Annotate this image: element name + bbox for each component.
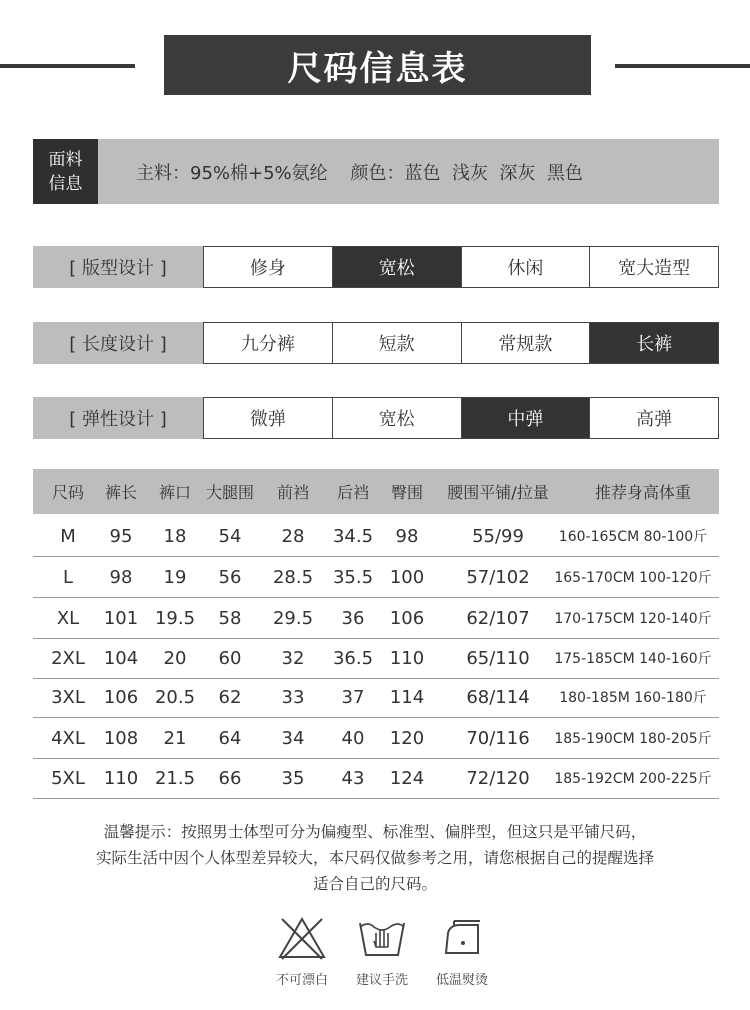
spec-options-length	[203, 322, 719, 364]
table-cell: 65/110	[466, 647, 530, 669]
fabric-info-bar	[33, 139, 719, 204]
table-cell: 19.5	[154, 607, 196, 629]
table-cell: 36	[341, 607, 365, 629]
header-length: 裤长	[104, 483, 137, 502]
spec-label-length: [ 长度设计 ]	[33, 322, 203, 364]
table-cell: 4XL	[51, 727, 85, 749]
fabric-info-label	[33, 139, 98, 204]
option-length-3-selected: 长裤	[589, 323, 718, 363]
header-back-rise: 后裆	[336, 483, 369, 502]
option-elasticity-0: 微弹	[204, 398, 332, 438]
table-cell: 54	[218, 525, 242, 547]
table-cell: 120	[389, 727, 425, 749]
table-cell: M	[60, 525, 76, 547]
option-fit-1-selected: 宽松	[332, 247, 461, 287]
header-size: 尺码	[51, 483, 84, 502]
hand-wash-icon	[356, 915, 408, 961]
table-cell: 72/120	[466, 767, 530, 789]
table-row	[33, 638, 719, 679]
table-cell: 34	[281, 727, 305, 749]
care-label-no-bleach: 不可漂白	[275, 973, 328, 988]
table-cell: 170-175CM 120-140斤	[554, 611, 712, 627]
care-label-hand-wash: 建议手洗	[355, 973, 408, 988]
table-cell: L	[62, 566, 74, 588]
table-cell: 110	[103, 767, 139, 789]
table-cell: 68/114	[466, 686, 530, 708]
table-cell: 56	[218, 566, 242, 588]
table-cell: 5XL	[51, 767, 85, 789]
option-fit-3: 宽大造型	[589, 247, 718, 287]
spec-row-length	[33, 322, 719, 364]
table-cell: 28	[281, 525, 305, 547]
table-cell: 55/99	[472, 525, 524, 547]
table-cell: 37	[341, 686, 365, 708]
table-cell: 185-190CM 180-205斤	[554, 731, 712, 747]
fabric-label-line1: 面料	[48, 149, 83, 170]
table-cell: 98	[395, 525, 419, 547]
table-cell: 165-170CM 100-120斤	[554, 570, 712, 586]
table-cell: 20	[163, 647, 187, 669]
header-thigh: 大腿围	[205, 483, 254, 502]
fabric-info-text: 主料：95%棉+5%氨纶 颜色：蓝色 浅灰 深灰 黑色	[136, 162, 583, 184]
table-cell: 70/116	[466, 727, 530, 749]
table-cell: 62	[218, 686, 242, 708]
table-cell: 114	[389, 686, 425, 708]
spec-label-elasticity: [ 弹性设计 ]	[33, 397, 203, 439]
table-cell: 104	[103, 647, 139, 669]
title-line-right	[615, 64, 750, 68]
table-cell: 2XL	[51, 647, 85, 669]
title-line-left	[0, 64, 135, 68]
notice-line-3: 适合自己的尺码。	[312, 875, 437, 893]
table-cell: 20.5	[154, 686, 196, 708]
spec-options-fit	[203, 246, 719, 288]
table-cell: 108	[103, 727, 139, 749]
table-cell: 35.5	[332, 566, 374, 588]
notice-line-1: 温馨提示：按照男士体型可分为偏瘦型、标准型、偏胖型，但这只是平铺尺码，	[103, 823, 647, 841]
table-cell: 100	[389, 566, 425, 588]
table-cell: XL	[56, 607, 80, 629]
table-cell: 60	[218, 647, 242, 669]
care-label-low-iron: 低温熨烫	[435, 973, 488, 988]
table-cell: 62/107	[466, 607, 530, 629]
low-iron-icon	[436, 915, 488, 961]
spec-row-fit	[33, 246, 719, 288]
table-cell: 43	[341, 767, 365, 789]
fabric-label-line2: 信息	[48, 173, 83, 194]
table-cell: 29.5	[272, 607, 314, 629]
table-cell: 21	[163, 727, 187, 749]
option-fit-2: 休闲	[461, 247, 590, 287]
table-cell: 66	[218, 767, 242, 789]
spec-label-fit: [ 版型设计 ]	[33, 246, 203, 288]
table-cell: 33	[281, 686, 305, 708]
notice-line-2: 实际生活中因个人体型差异较大，本尺码仅做参考之用，请您根据自己的提醒选择	[95, 849, 654, 867]
table-cell: 160-165CM 80-100斤	[558, 529, 708, 545]
table-cell: 58	[218, 607, 242, 629]
page-title: 尺码信息表	[164, 35, 591, 95]
spec-options-elasticity	[203, 397, 719, 439]
option-elasticity-2-selected: 中弹	[461, 398, 590, 438]
table-cell: 98	[109, 566, 133, 588]
table-cell: 36.5	[332, 647, 374, 669]
table-cell: 40	[341, 727, 365, 749]
care-no-bleach	[262, 915, 342, 988]
table-cell: 95	[109, 525, 133, 547]
care-hand-wash	[342, 915, 422, 988]
table-cell: 34.5	[332, 525, 374, 547]
table-cell: 3XL	[51, 686, 85, 708]
table-row	[33, 557, 719, 598]
table-cell: 180-185M 160-180斤	[559, 690, 707, 706]
table-row	[33, 598, 719, 639]
option-elasticity-3: 高弹	[589, 398, 718, 438]
header-hem: 裤口	[158, 483, 191, 502]
table-cell: 28.5	[272, 566, 314, 588]
size-table-header	[33, 469, 719, 514]
table-cell: 64	[218, 727, 242, 749]
option-length-1: 短款	[332, 323, 461, 363]
option-length-2: 常规款	[461, 323, 590, 363]
table-row	[33, 677, 719, 718]
table-cell: 32	[281, 647, 305, 669]
table-cell: 106	[103, 686, 139, 708]
table-cell: 124	[389, 767, 425, 789]
header-front-rise: 前裆	[276, 483, 309, 502]
no-bleach-icon	[276, 915, 328, 961]
table-cell: 185-192CM 200-225斤	[554, 771, 712, 787]
header-hip: 臀围	[390, 483, 423, 502]
table-row	[33, 516, 719, 557]
table-cell: 175-185CM 140-160斤	[554, 651, 712, 667]
option-elasticity-1: 宽松	[332, 398, 461, 438]
option-fit-0: 修身	[204, 247, 332, 287]
header-waist: 腰围平铺/拉量	[447, 483, 549, 502]
table-cell: 21.5	[154, 767, 196, 789]
table-row	[33, 758, 719, 799]
spec-row-elasticity	[33, 397, 719, 439]
table-cell: 106	[389, 607, 425, 629]
table-cell: 57/102	[466, 566, 530, 588]
table-cell: 35	[281, 767, 305, 789]
option-length-0: 九分裤	[204, 323, 332, 363]
table-cell: 19	[163, 566, 187, 588]
header-recommend: 推荐身高体重	[594, 483, 691, 502]
table-cell: 110	[389, 647, 425, 669]
care-low-iron	[422, 915, 502, 988]
table-cell: 18	[163, 525, 187, 547]
table-cell: 101	[103, 607, 139, 629]
table-row	[33, 718, 719, 759]
